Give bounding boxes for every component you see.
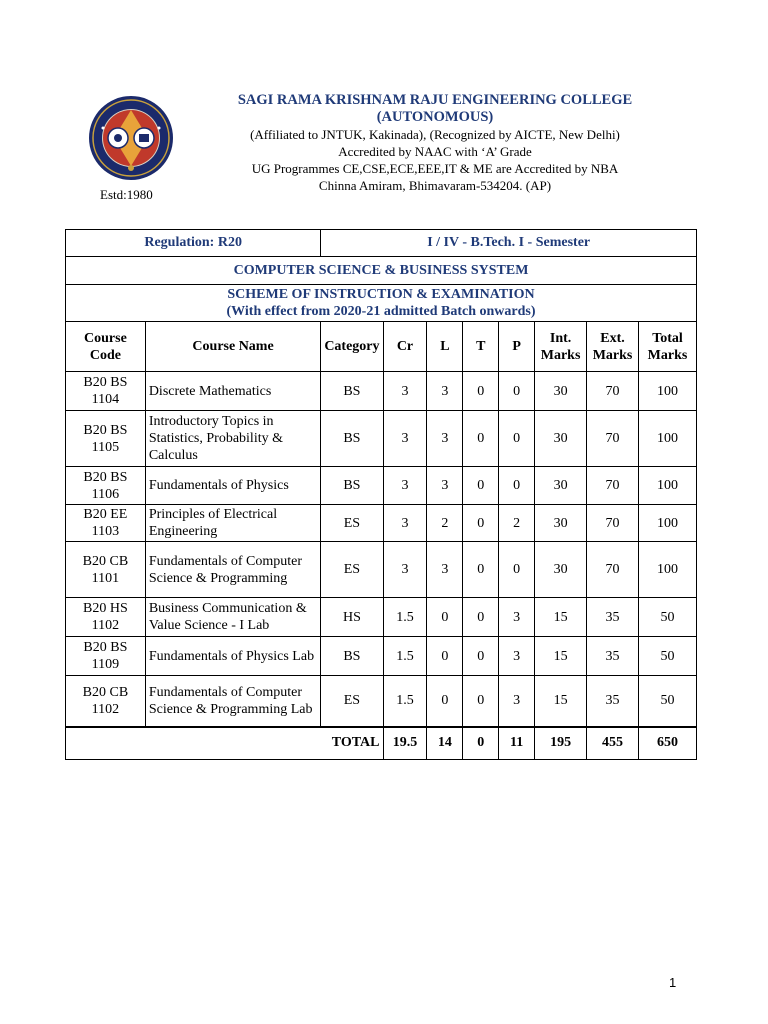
total-total: 650: [639, 727, 697, 760]
cell-total: 50: [639, 676, 697, 727]
cell-t: 0: [463, 598, 499, 637]
cell-p: 0: [499, 411, 535, 467]
cell-p: 0: [499, 542, 535, 598]
cell-code: B20 BS 1105: [66, 411, 146, 467]
cell-p: 0: [499, 372, 535, 411]
cell-l: 3: [427, 411, 463, 467]
cell-name: Fundamentals of Physics Lab: [145, 637, 321, 676]
col-total: Total Marks: [639, 322, 697, 372]
cell-l: 0: [427, 598, 463, 637]
table-row: [66, 542, 697, 598]
cell-code: B20 BS 1104: [66, 372, 146, 411]
cell-t: 0: [463, 542, 499, 598]
cell-ext: 35: [587, 637, 639, 676]
cell-cr: 3: [383, 542, 427, 598]
address-line: Chinna Amiram, Bhimavaram-534204. (AP): [318, 178, 552, 193]
cell-cr: 3: [383, 372, 427, 411]
cell-category: ES: [321, 542, 383, 598]
col-t: T: [463, 322, 499, 372]
table-row: [66, 467, 697, 505]
scheme-title-cell: [66, 285, 697, 322]
cell-name: Principles of Electrical Engineering: [145, 505, 321, 542]
cell-int: 30: [535, 467, 587, 505]
scheme-effect: (With effect from 2020-21 admitted Batch onwards): [226, 304, 536, 319]
cell-int: 30: [535, 411, 587, 467]
cell-t: 0: [463, 505, 499, 542]
cell-category: HS: [321, 598, 383, 637]
col-int: Int. Marks: [535, 322, 587, 372]
total-p: 11: [499, 727, 535, 760]
cell-total: 100: [639, 411, 697, 467]
cell-category: BS: [321, 411, 383, 467]
col-ext: Ext. Marks: [587, 322, 639, 372]
table-row: [66, 598, 697, 637]
cell-t: 0: [463, 372, 499, 411]
cell-int: 15: [535, 676, 587, 727]
col-category: Category: [321, 322, 383, 372]
cell-p: 2: [499, 505, 535, 542]
cell-category: BS: [321, 467, 383, 505]
cell-name: Introductory Topics in Statistics, Probability & Calculus: [145, 411, 321, 467]
cell-name: Discrete Mathematics: [145, 372, 321, 411]
total-int: 195: [535, 727, 587, 760]
col-name: Course Name: [145, 322, 321, 372]
cell-l: 2: [427, 505, 463, 542]
cell-int: 30: [535, 505, 587, 542]
regulation-cell: Regulation: R20: [66, 230, 321, 257]
cell-cr: 3: [383, 505, 427, 542]
cell-l: 0: [427, 676, 463, 727]
col-code: Course Code: [66, 322, 146, 372]
affiliation-line: (Affiliated to JNTUK, Kakinada), (Recognized by AICTE, New Delhi): [250, 127, 620, 142]
cell-total: 50: [639, 637, 697, 676]
scheme-title: SCHEME OF INSTRUCTION & EXAMINATION: [227, 287, 535, 302]
cell-int: 15: [535, 598, 587, 637]
cell-category: BS: [321, 372, 383, 411]
scheme-table: [65, 229, 697, 760]
cell-p: 3: [499, 598, 535, 637]
cell-ext: 70: [587, 467, 639, 505]
cell-ext: 70: [587, 505, 639, 542]
cell-code: B20 BS 1109: [66, 637, 146, 676]
total-cr: 19.5: [383, 727, 427, 760]
cell-ext: 70: [587, 542, 639, 598]
table-row: [66, 372, 697, 411]
table-row: [66, 637, 697, 676]
cell-l: 0: [427, 637, 463, 676]
college-name: SAGI RAMA KRISHNAM RAJU ENGINEERING COLLEGE: [237, 92, 633, 108]
cell-p: 0: [499, 467, 535, 505]
column-header-row: [66, 322, 697, 372]
cell-code: B20 CB 1101: [66, 542, 146, 598]
col-p: P: [499, 322, 535, 372]
semester-cell: I / IV - B.Tech. I - Semester: [321, 230, 697, 257]
cell-int: 15: [535, 637, 587, 676]
col-cr: Cr: [383, 322, 427, 372]
cell-cr: 1.5: [383, 637, 427, 676]
cell-cr: 3: [383, 411, 427, 467]
cell-category: ES: [321, 676, 383, 727]
cell-t: 0: [463, 467, 499, 505]
college-status: (AUTONOMOUS): [376, 109, 494, 125]
branch-cell: COMPUTER SCIENCE & BUSINESS SYSTEM: [66, 257, 697, 285]
cell-t: 0: [463, 637, 499, 676]
cell-total: 100: [639, 372, 697, 411]
cell-total: 100: [639, 542, 697, 598]
cell-name: Fundamentals of Computer Science & Programming Lab: [145, 676, 321, 727]
cell-cr: 1.5: [383, 598, 427, 637]
cell-cr: 1.5: [383, 676, 427, 727]
cell-category: BS: [321, 637, 383, 676]
established-year: Estd:1980: [100, 187, 153, 202]
cell-p: 3: [499, 637, 535, 676]
college-logo-icon: [88, 95, 174, 181]
total-row: [66, 727, 697, 760]
total-ext: 455: [587, 727, 639, 760]
cell-ext: 70: [587, 411, 639, 467]
cell-l: 3: [427, 542, 463, 598]
total-label: TOTAL: [66, 727, 384, 760]
table-row: [66, 411, 697, 467]
total-l: 14: [427, 727, 463, 760]
col-l: L: [427, 322, 463, 372]
cell-code: B20 EE 1103: [66, 505, 146, 542]
table-row: [66, 676, 697, 727]
cell-l: 3: [427, 372, 463, 411]
cell-total: 100: [639, 467, 697, 505]
cell-t: 0: [463, 676, 499, 727]
table-row: [66, 505, 697, 542]
cell-p: 3: [499, 676, 535, 727]
cell-int: 30: [535, 372, 587, 411]
cell-code: B20 HS 1102: [66, 598, 146, 637]
cell-l: 3: [427, 467, 463, 505]
total-t: 0: [463, 727, 499, 760]
cell-name: Business Communication & Value Science - I Lab: [145, 598, 321, 637]
cell-code: B20 CB 1102: [66, 676, 146, 727]
nba-line: UG Programmes CE,CSE,ECE,EEE,IT & ME are Accredited by NBA: [251, 161, 619, 176]
cell-total: 50: [639, 598, 697, 637]
naac-line: Accredited by NAAC with ‘A’ Grade: [338, 144, 532, 159]
page-number: 1: [669, 975, 677, 990]
cell-code: B20 BS 1106: [66, 467, 146, 505]
cell-cr: 3: [383, 467, 427, 505]
cell-category: ES: [321, 505, 383, 542]
cell-name: Fundamentals of Computer Science & Programming: [145, 542, 321, 598]
cell-ext: 70: [587, 372, 639, 411]
cell-ext: 35: [587, 676, 639, 727]
cell-int: 30: [535, 542, 587, 598]
college-header: [210, 92, 660, 194]
cell-total: 100: [639, 505, 697, 542]
cell-t: 0: [463, 411, 499, 467]
cell-name: Fundamentals of Physics: [145, 467, 321, 505]
cell-ext: 35: [587, 598, 639, 637]
